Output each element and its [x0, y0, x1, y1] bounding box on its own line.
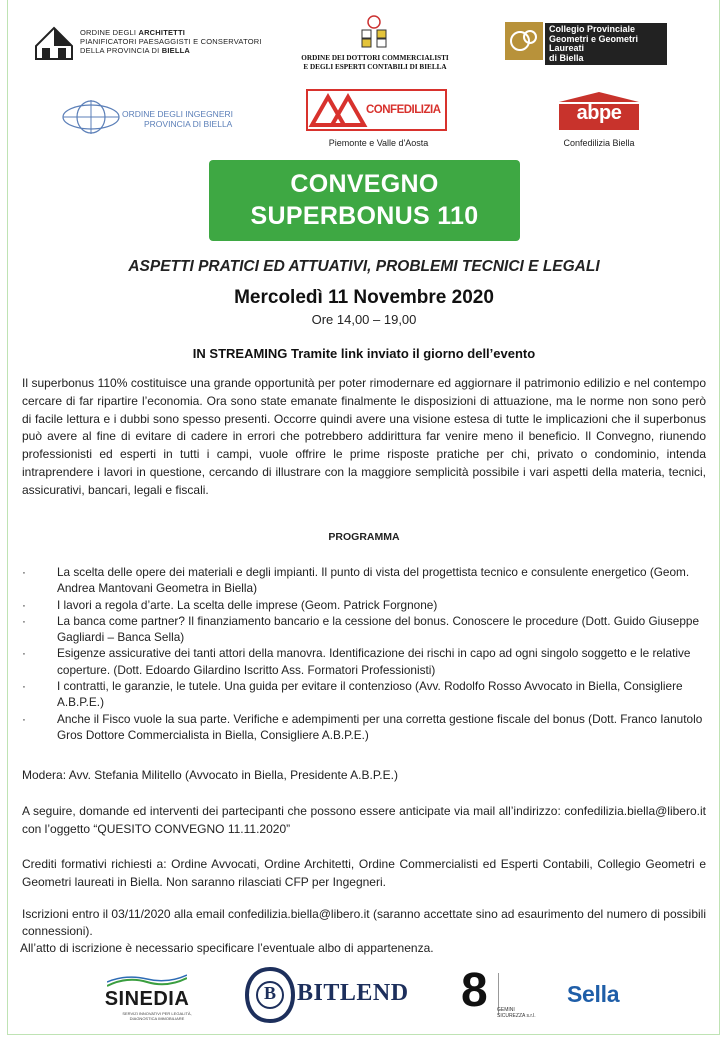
questions-paragraph: A seguire, domande ed interventi dei partecipanti che possono essere anticipate via mail all’indirizzo: confedilizia.biella@libero.it con l’oggetto “QUESITO CONVEGNO 11.11.2020” [22, 804, 706, 836]
programma-item [22, 678, 712, 711]
sponsor-sinedia [92, 974, 202, 1024]
logo-ingegneri [60, 98, 260, 138]
ingegneri-line1: ORDINE DEGLI INGEGNERI [122, 109, 233, 119]
sponsor-bitlend [245, 967, 420, 1023]
logo-commercialisti [280, 14, 470, 76]
sponsor-sella [567, 981, 647, 1013]
programma-list [22, 564, 712, 743]
abpe-mark-icon [557, 90, 641, 130]
programma-heading: PROGRAMMA [328, 531, 400, 543]
bitlend-wordmark: BITLEND [297, 980, 409, 1006]
banner-line1: CONVEGNO [290, 170, 439, 198]
event-hours: Ore 14,00 – 19,00 [311, 312, 417, 327]
logo-architetti [34, 26, 284, 66]
programma-item-text: Esigenze assicurative dei tanti attori della manovra. Identificazione dei rischi in capo ad ogni singolo soggetto e le relative coperture. (Dott. Edoardo Gilardino Iscritto Ass. Formatori Professionisti) [57, 646, 691, 677]
event-subtitle: ASPETTI PRATICI ED ATTUATIVI, PROBLEMI TECNICI E LEGALI [128, 258, 600, 275]
sponsor-gemini [461, 964, 541, 1023]
confedilizia-caption: Piemonte e Valle d'Aosta [328, 138, 429, 148]
streaming-notice: IN STREAMING Tramite link inviato il giorno dell’evento [192, 346, 536, 361]
bullet: · [22, 679, 26, 694]
title-banner [209, 160, 520, 241]
programma-item-text: La banca come partner? Il finanziamento bancario e la cessione del bonus. Conoscere le procedure (Dott. Guido Giuseppe Gagliardi – Banca Sella) [57, 613, 700, 645]
bullet: · [22, 597, 26, 612]
programma-item [22, 564, 712, 597]
architetti-line1b: ARCHITETTI [138, 28, 186, 37]
programma-item-text: I lavori a regola d’arte. La scelta delle imprese (Geom. Patrick Forgnone) [57, 597, 438, 612]
programma-item-text: La scelta delle opere dei materiali e degli impianti. Il punto di vista del progettista tecnico e consulente energetico (Geom. Andrea Mantovani Geometra in Biella) [57, 565, 690, 596]
sinedia-tagline: SERVIZI INNOVATIVI PER LEGALITÀ, DIAGNOSTICA IMMOBILIARE [122, 1011, 192, 1021]
event-date: Mercoledì 11 Novembre 2020 [234, 287, 494, 308]
registration-paragraph: Iscrizioni entro il 03/11/2020 alla email confedilizia.biella@libero.it (saranno accettate sino ad esaurimento del numero di possibili connessioni). [22, 907, 706, 938]
architetti-line2: PIANIFICATORI PAESAGGISTI E CONSERVATORI [80, 37, 262, 46]
logo-confedilizia [306, 89, 449, 151]
architetti-line1a: ORDINE DEGLI [80, 28, 139, 37]
geometri-mark-icon [505, 22, 543, 60]
confedilizia-wordmark: CONFEDILIZIA [366, 104, 441, 116]
geometri-line3: di Biella [549, 52, 584, 63]
programma-item [22, 711, 712, 744]
ingegneri-globe-icon [60, 98, 122, 136]
logo-geometri [505, 22, 675, 62]
programma-item-text: Anche il Fisco vuole la sua parte. Verifiche e adempimenti per una corretta gestione fiscale del bonus (Dott. Franco Ianutolo Gros Dottore Commercialista in Biella, Consigliere A.B.P.E.) [57, 711, 703, 742]
bullet: · [22, 711, 26, 726]
commercialisti-line2: E DEGLI ESPERTI CONTABILI DI BIELLA [303, 63, 447, 71]
commercialisti-emblem-icon [359, 14, 389, 48]
abpe-wordmark: abpe [576, 102, 622, 124]
logo-abpe [544, 90, 654, 152]
gemini-mark: 8 [461, 964, 488, 1017]
architetti-line3b: BIELLA [161, 46, 191, 55]
bullet: · [22, 646, 26, 661]
moderator-line: Modera: Avv. Stefania Militello (Avvocato in Biella, Presidente A.B.P.E.) [22, 768, 398, 782]
geometri-line1: Collegio Provinciale [549, 24, 636, 34]
commercialisti-line1: ORDINE DEI DOTTORI COMMERCIALISTI [301, 54, 449, 62]
banner-line2: SUPERBONUS 110 [250, 202, 479, 230]
registration-note: All’atto di iscrizione è necessario specificare l’eventuale albo di appartenenza. [20, 941, 434, 955]
bullet: · [22, 565, 26, 579]
architetti-house-icon [34, 26, 74, 60]
intro-paragraph: Il superbonus 110% costituisce una grande opportunità per poter rimodernare ed aggiornare il patrimonio edilizio e nel contempo cercare di far ripartire l’economia. Ora sono state emanate finalmente le disposizioni di attuazione, ma le norme non sono però di facile lettura e i dubbi sono spesso presenti. Occorre quindi avere una visione estesa di tutte le implicazioni che il superbonus può avere al fine di evitare di cadere in errori che potrebbero addirittura far venire meno il beneficio. Il Convegno, riunendo professionisti ed esperti in tutti i campi, vuole offrire le prime risposte pratiche per chi, privato o condominio, intenda intraprendere i lavori in questione, cercando di illustrare con la maggiore semplicità possibile i vari aspetti della materia, tecnici, assicurativi, bancari, legali e fiscali. [22, 376, 706, 497]
programma-item [22, 645, 712, 678]
programma-item [22, 597, 712, 613]
sella-wordmark: Sella [567, 981, 620, 1007]
geometri-line2: Geometri e Geometri Laureati [549, 33, 639, 53]
credits-paragraph: Crediti formativi richiesti a: Ordine Avvocati, Ordine Architetti, Ordine Commercialisti ed Esperti Contabili, Collegio Geometri e Geometri laureati in Biella. Non saranno rilasciati CFP per Ingegneri. [22, 857, 706, 889]
sinedia-wordmark: SINEDIA [104, 988, 190, 1010]
programma-item [22, 613, 712, 646]
programma-item-text: I contratti, le garanzie, le tutele. Una guida per evitare il contenzioso (Avv. Rodolfo Rosso Avvocato in Biella, Consigliere A.B.P.E.) [57, 679, 683, 710]
bitlend-mark: B [263, 983, 276, 1003]
architetti-line3a: DELLA PROVINCIA DI [80, 46, 162, 55]
gemini-name: GEMINI SICUREZZA s.r.l. [497, 1007, 536, 1019]
confedilizia-mark-icon [306, 89, 447, 131]
ingegneri-line2: PROVINCIA DI BIELLA [144, 119, 233, 129]
sinedia-wave-icon [107, 974, 187, 988]
abpe-caption: Confedilizia Biella [563, 138, 635, 148]
bullet: · [22, 613, 26, 628]
